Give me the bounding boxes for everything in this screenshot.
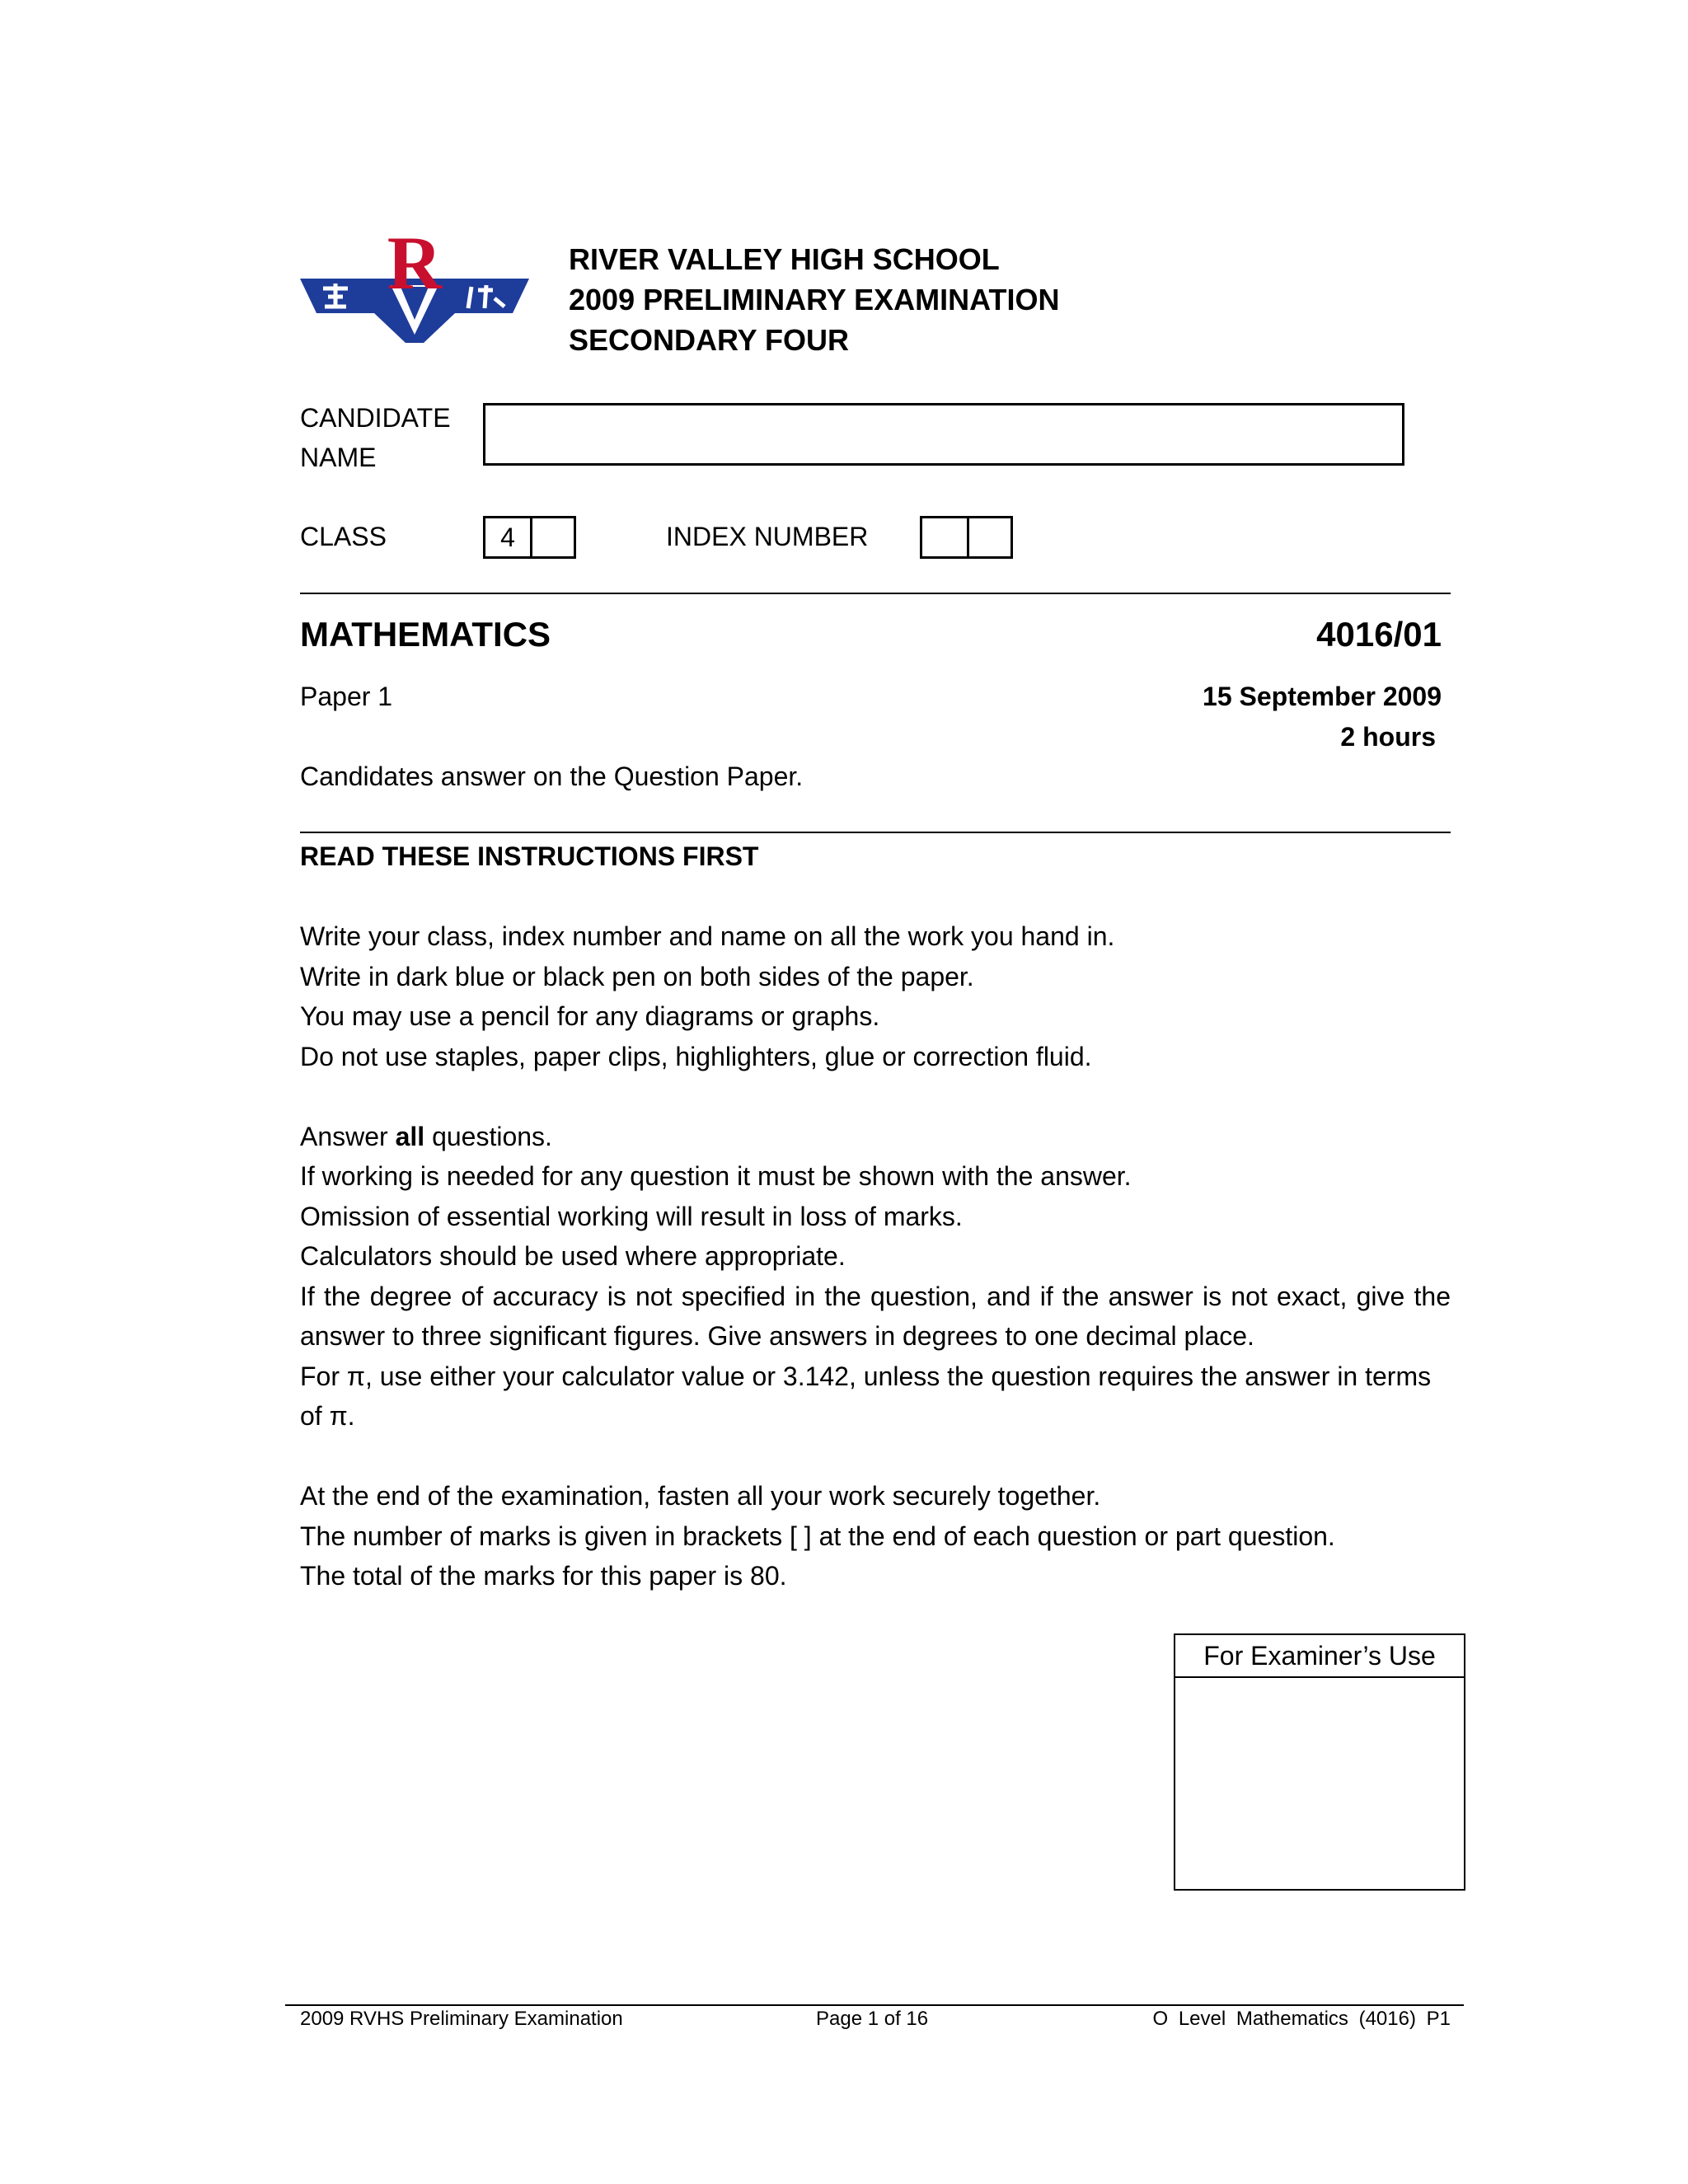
instruction-line: You may use a pencil for any diagrams or graphs. — [300, 1001, 880, 1031]
instruction-answer-all: Answer all questions. — [300, 1121, 552, 1151]
instructions-body — [300, 916, 1451, 1596]
instruction-line: If working is needed for any question it must be shown with the answer. — [300, 1161, 1132, 1191]
divider-top — [300, 593, 1451, 594]
footer-left: 2009 RVHS Preliminary Examination — [300, 2008, 623, 2030]
school-name: RIVER VALLEY HIGH SCHOOL — [569, 242, 1000, 276]
subject-title: MATHEMATICS — [300, 615, 551, 654]
index-digit-2[interactable] — [969, 518, 1010, 556]
answer-note: Candidates answer on the Question Paper. — [300, 762, 804, 791]
instruction-line: Omission of essential working will result in loss of marks. — [300, 1201, 963, 1231]
exam-duration: 2 hours — [1340, 722, 1436, 752]
class-digit-2[interactable] — [532, 518, 574, 556]
instruction-line: The total of the marks for this paper is 80. — [300, 1561, 787, 1591]
instruction-line: Write in dark blue or black pen on both sides of the paper. — [300, 961, 974, 991]
instruction-line: Calculators should be used where appropriate. — [300, 1241, 846, 1271]
exam-title: 2009 PRELIMINARY EXAMINATION — [569, 283, 1060, 316]
exam-date: 15 September 2009 — [1203, 682, 1442, 711]
instruction-line: At the end of the examination, fasten all your work securely together. — [300, 1481, 1101, 1511]
instruction-accuracy: If the degree of accuracy is not specified in the question, and if the answer is not exact, give the answer to three significant figures. Give answers in degrees to one decimal place. — [300, 1281, 1451, 1351]
school-header — [569, 239, 1059, 360]
paper-label: Paper 1 — [300, 682, 393, 711]
instruction-line: Do not use staples, paper clips, highlighters, glue or correction fluid. — [300, 1041, 1092, 1071]
divider-instructions — [300, 832, 1451, 833]
logo-letter-r: R — [387, 237, 443, 305]
examiner-use-label: For Examiner’s Use — [1175, 1635, 1464, 1678]
paper-code: 4016/01 — [1316, 615, 1442, 654]
examiner-use-score-area[interactable] — [1175, 1678, 1464, 1891]
candidate-name-label: CANDIDATE NAME — [300, 403, 451, 472]
school-logo — [298, 237, 531, 346]
level-title: SECONDARY FOUR — [569, 323, 850, 357]
examiner-use-box — [1174, 1633, 1465, 1891]
index-number-label: INDEX NUMBER — [666, 522, 869, 551]
footer-right: O Level Mathematics (4016) P1 — [1152, 2008, 1451, 2030]
instruction-line: Write your class, index number and name on all the work you hand in. — [300, 921, 1115, 951]
footer-page-number: Page 1 of 16 — [816, 2008, 929, 2030]
index-number-field[interactable] — [920, 516, 1013, 559]
instruction-line: The number of marks is given in brackets [ ] at the end of each question or part question. — [300, 1521, 1335, 1551]
instruction-pi: For π, use either your calculator value or 3.142, unless the question requires the answer in terms of π. — [300, 1361, 1432, 1431]
index-digit-1[interactable] — [922, 518, 969, 556]
class-field[interactable] — [483, 516, 576, 559]
class-digit-1: 4 — [485, 518, 532, 556]
instructions-heading: READ THESE INSTRUCTIONS FIRST — [300, 841, 759, 871]
class-label: CLASS — [300, 522, 387, 551]
footer-divider — [285, 2004, 1464, 2006]
school-logo-svg — [298, 237, 531, 346]
candidate-name-field[interactable] — [483, 403, 1404, 466]
